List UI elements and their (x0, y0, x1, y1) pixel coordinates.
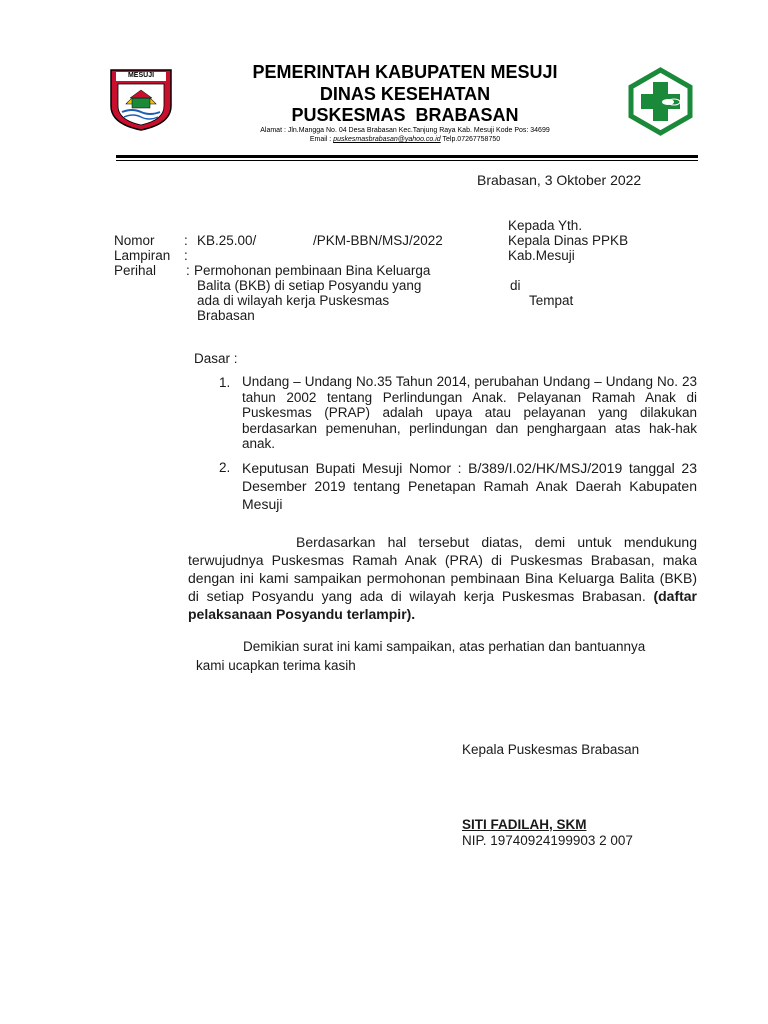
perihal-line-4: Brabasan (197, 308, 255, 323)
nomor-value-prefix: KB.25.00/ (197, 233, 257, 248)
logo-text: MESUJI (127, 72, 155, 79)
recipient-di: di (510, 278, 521, 293)
header-divider-thin (116, 160, 698, 161)
mesuji-regency-logo (108, 68, 174, 132)
header-government: PEMERINTAH KABUPATEN MESUJI (252, 62, 558, 82)
dasar-heading: Dasar : (194, 351, 238, 366)
lampiran-colon: : (184, 248, 188, 263)
phone: Telp.07267758750 (440, 136, 501, 143)
perihal-line-2: Balita (BKB) di setiap Posyandu yang (197, 278, 422, 293)
date-place: Brabasan, 3 Oktober 2022 (477, 172, 642, 188)
body-paragraph-1 (188, 533, 697, 623)
lampiran-label: Lampiran (114, 248, 171, 263)
header-institution: PUSKESMAS BRABASAN (291, 105, 519, 125)
email-link[interactable]: puskesmasbrabasan@yahoo.co.id (333, 136, 441, 143)
item-2-text: Keputusan Bupati Mesuji Nomor : B/389/I.02/HK/MSJ/2019 tanggal 23 Desember 2019 tentang Penetapan Ramah Anak Daerah Kabupaten Mesuji (242, 460, 697, 512)
recipient-greeting: Kepada Yth. (508, 218, 583, 233)
perihal-colon: : (186, 263, 190, 278)
attachment-note: (daftar pelaksanaan Posyandu terlampir). (188, 588, 697, 622)
perihal-line-1: Permohonan pembinaan Bina Keluarga (194, 263, 431, 278)
header-department: DINAS KESEHATAN (319, 84, 491, 104)
header-divider-thick (116, 155, 698, 158)
puskesmas-logo (623, 66, 698, 137)
perihal-label: Perihal (114, 263, 157, 278)
recipient-region: Kab.Mesuji (508, 248, 575, 263)
signatory-name: SITI FADILAH, SKM (462, 817, 587, 832)
body-paragraph-2-line-1: Demikian surat ini kami sampaikan, atas perhatian dan bantuannya (243, 639, 646, 654)
body-paragraph-2-line-2: kami ucapkan terima kasih (196, 658, 356, 673)
signatory-nip: NIP. 19740924199903 2 007 (462, 833, 633, 848)
header-address: Alamat : Jln.Mangga No. 04 Desa Brabasan Kec.Tanjung Raya Kab. Mesuji Kode Pos: 34699 (260, 127, 550, 134)
header-contact (190, 135, 620, 144)
paragraph-1-text: Berdasarkan hal tersebut diatas, demi untuk mendukung terwujudnya Puskesmas Ramah Anak (PRA) di Puskesmas Brabasan, maka dengan ini kami sampaikan permohonan pembinaan Bina Keluarga Balita (BKB) di setiap Posyandu yang ada di wilayah kerja Puskesmas Brabasan. (188, 534, 697, 604)
email-label: Email : (309, 136, 334, 143)
nomor-label: Nomor (114, 233, 155, 248)
recipient-place: Tempat (529, 293, 574, 308)
perihal-line-3: ada di wilayah kerja Puskesmas (197, 293, 390, 308)
nomor-colon: : (184, 233, 188, 248)
recipient-office: Kepala Dinas PPKB (508, 233, 629, 248)
item-1-number: 1. (219, 375, 231, 390)
signatory-title: Kepala Puskesmas Brabasan (462, 742, 640, 757)
nomor-value-suffix: /PKM-BBN/MSJ/2022 (313, 233, 443, 248)
item-1-text: Undang – Undang No.35 Tahun 2014, perubahan Undang – Undang No. 23 tahun 2002 tentang Perlindungan Anak. Pelayanan Ramah Anak di Puskesmas (PRAP) adalah upaya atau pelayanan yang dilakukan berdasarkan pemenuhan, perlindungan dan penghargaan atas hak-hak anak. (242, 374, 697, 451)
item-2-number: 2. (219, 460, 231, 475)
